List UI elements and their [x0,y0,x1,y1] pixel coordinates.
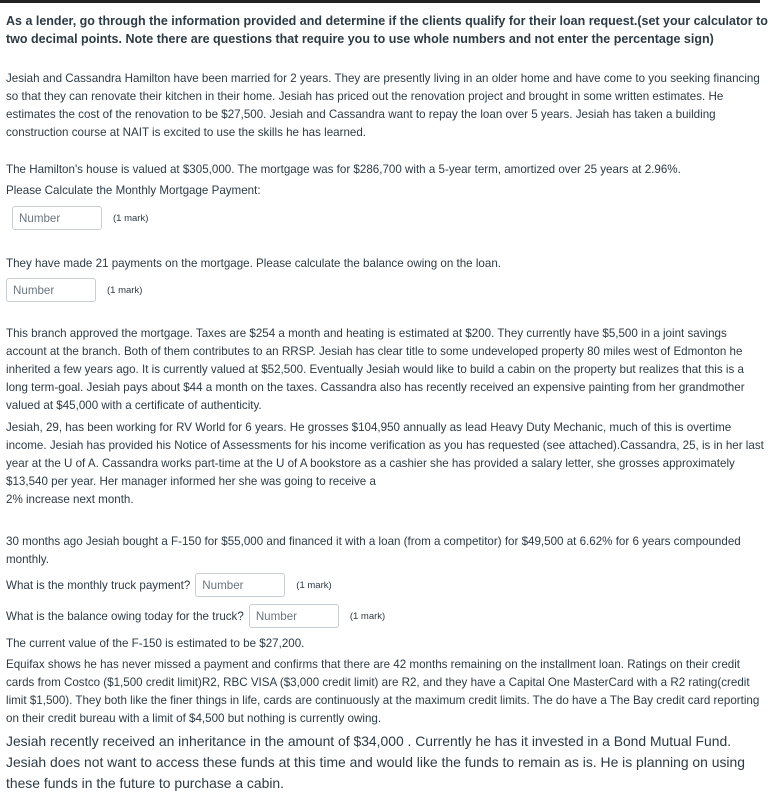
mortgage-balance-input[interactable] [6,278,96,302]
mortgage-details: The Hamilton's house is valued at $305,000. The mortgage was for $286,700 with a 5-year term, amortized over 25 years at 2.96%. [6,163,681,176]
mortgage-payment-mark: (1 mark) [113,212,149,224]
mortgage-balance-answer-row [6,278,142,302]
truck-payment-mark: (1 mark) [296,579,332,591]
mortgage-payment-answer-row [12,206,148,230]
employment-paragraph: Jesiah, 29, has been working for RV World for 6 years. He grosses $104,950 annually as lead Heavy Duty Mechanic, much of this is overtime income. Jesiah has provided his Notice of Assessments for his income verification as you has requested (see attached).Cassandra, 25, is in her last year at the U of A. Cassandra works part-time at the U of A bookstore as a cashier she has provided a salary letter, she grosses approximately $13,540 per year. Her manager informed her she was going to receive a [6,421,764,488]
truck-balance-question: What is the balance owing today for the truck? [6,609,244,623]
truck-payment-question: What is the monthly truck payment? [6,578,191,592]
instructions-heading: As a lender, go through the information provided and determine if the clients qualify for their loan request.(set your calculator to two decimal points. Note there are questions that require you to use whole numbers and not enter the percentage sign) [6,14,768,46]
inheritance-paragraph: Jesiah recently received an inheritance in the amount of $34,000 . Currently he has it invested in a Bond Mutual Fund. Jesiah does not want to access these funds at this time and would like the funds to remain as is. He is planning on using these funds in the future to purchase a cabin. [6,733,745,791]
truck-payment-row [6,573,332,597]
truck-payment-input[interactable] [195,573,285,597]
employment-paragraph-end: 2% increase next month. [6,493,134,506]
top-border [0,0,760,3]
mortgage-balance-question: They have made 21 payments on the mortgage. Please calculate the balance owing on the loan. [6,257,501,270]
truck-current-value: The current value of the F-150 is estimated to be $27,200. [6,637,305,650]
truck-balance-mark: (1 mark) [349,610,386,622]
mortgage-balance-mark: (1 mark) [107,284,143,296]
equifax-paragraph: Equifax shows he has never missed a payment and confirms that there are 42 months remaining on the installment loan. Ratings on their credit cards from Costco ($1,500 credit limit)R2, RBC VISA ($3,000 credit limit) are R2, and they have a Capital One MasterCard with a R2 rating(credit limit $1,500). They both like the finer things in life, cards are continuously at the maximum credit limits. The do have a The Bay credit card reporting on their credit bureau with a limit of $4,500 but nothing is currently owing. [6,658,760,725]
branch-paragraph: This branch approved the mortgage. Taxes are $254 a month and heating is estimated at $200. They currently have $5,500 in a joint savings account at the branch. Both of them contributes to an RRSP. Jesiah has clear title to some undeveloped property 80 miles west of Edmonton he inherited a few years ago. It is currently valued at $52,500. Eventually Jesiah would like to build a cabin on the property but realizes that this is a long term-goal. Jesiah pays about $44 a month on the taxes. Cassandra also has recently received an expensive painting from her grandmother valued at $45,000 with a certificate of authenticity. [6,327,745,412]
truck-balance-row [6,604,385,628]
truck-balance-input[interactable] [249,604,339,628]
intro-paragraph: Jesiah and Cassandra Hamilton have been married for 2 years. They are presently living in an older home and have come to you seeking financing so that they can renovate their kitchen in their home. Jesiah has priced out the renovation project and brought in some written estimates. He estimates the cost of the renovation to be $27,500. Jesiah and Cassandra want to repay the loan over 5 years. Jesiah has taken a building construction course at NAIT is excited to use the skills he has learned. [6,72,760,139]
mortgage-payment-input[interactable] [12,206,102,230]
truck-paragraph: 30 months ago Jesiah bought a F-150 for $55,000 and financed it with a loan (from a competitor) for $49,500 at 6.62% for 6 years compounded monthly. [6,535,741,566]
mortgage-payment-question: Please Calculate the Monthly Mortgage Payment: [6,184,261,197]
